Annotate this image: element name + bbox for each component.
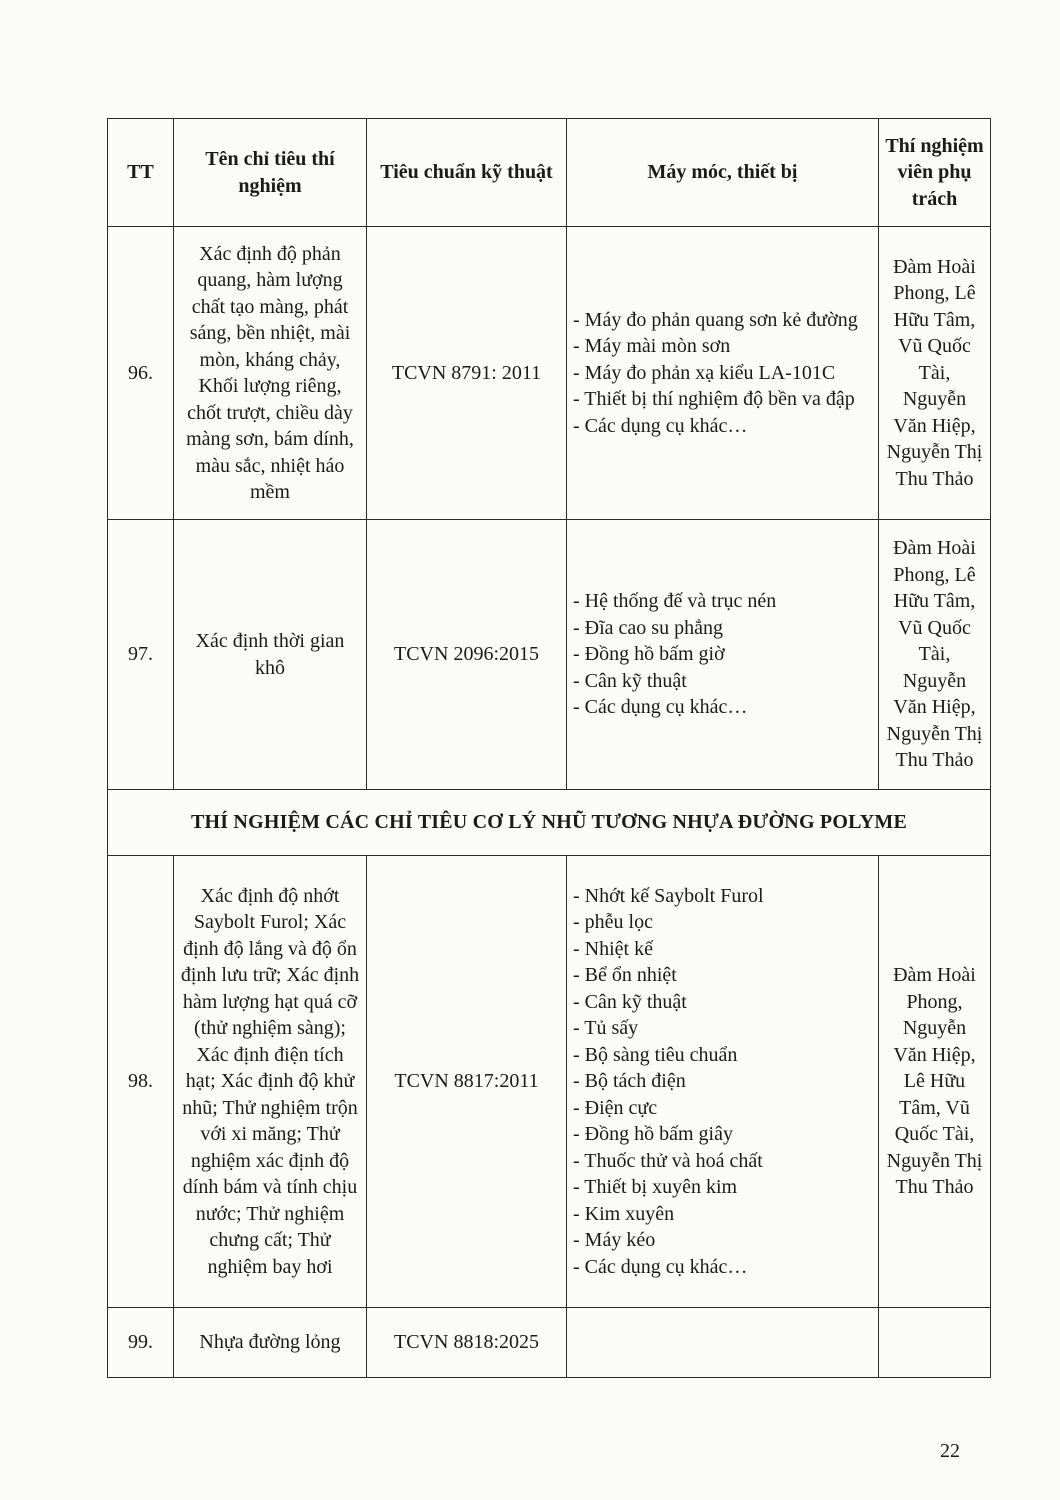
table-row — [108, 1308, 991, 1378]
equipment-item: - Các dụng cụ khác… — [573, 1255, 748, 1278]
equipment-item: - Bộ tách điện — [573, 1070, 686, 1093]
row-standard: TCVN 8817:2011 — [367, 856, 567, 1308]
equipment-item: - Bể ổn nhiệt — [573, 964, 677, 987]
equipment-item: - Các dụng cụ khác… — [573, 414, 748, 437]
row-name: Xác định thời gian khô — [174, 520, 367, 790]
equipment-item: - Đồng hồ bấm giây — [573, 1123, 733, 1146]
equipment-item: - Bộ sàng tiêu chuẩn — [573, 1043, 738, 1066]
table-row — [108, 520, 991, 790]
equipment-item: - phễu lọc — [573, 911, 653, 934]
row-staff: Đàm Hoài Phong, Lê Hữu Tâm, Vũ Quốc Tài, Nguyễn Văn Hiệp, Nguyễn Thị Thu Thảo — [879, 520, 991, 790]
row-standard: TCVN 2096:2015 — [367, 520, 567, 790]
table-row — [108, 856, 991, 1308]
row-name: Xác định độ phản quang, hàm lượng chất tạo màng, phát sáng, bền nhiệt, mài mòn, kháng chảy, Khối lượng riêng, chốt trượt, chiều dày màng sơn, bám dính, màu sắc, nhiệt háo mềm — [174, 227, 367, 520]
equipment-item: - Kim xuyên — [573, 1202, 675, 1225]
equipment-item: - Điện cực — [573, 1096, 658, 1119]
equipment-item: - Các dụng cụ khác… — [573, 696, 748, 719]
header-name: Tên chỉ tiêu thí nghiệm — [174, 119, 367, 227]
header-tt: TT — [108, 119, 174, 227]
equipment-table — [107, 118, 991, 1378]
row-staff — [879, 1308, 991, 1378]
row-tt: 99. — [108, 1308, 174, 1378]
equipment-item: - Hệ thống đế và trục nén — [573, 590, 777, 613]
equipment-item: - Thuốc thử và hoá chất — [573, 1149, 763, 1172]
header-equipment: Máy móc, thiết bị — [567, 119, 879, 227]
page-number: 22 — [940, 1440, 960, 1462]
row-equipment — [567, 520, 879, 790]
table-row — [108, 227, 991, 520]
equipment-item: - Máy kéo — [573, 1229, 656, 1252]
equipment-item: - Máy đo phản quang sơn kẻ đường — [573, 308, 858, 331]
row-name: Xác định độ nhớt Saybolt Furol; Xác định độ lắng và độ ổn định lưu trữ; Xác định hàm lượng hạt quá cỡ (thử nghiệm sàng); Xác định điện tích hạt; Xác định độ khử nhũ; Thử nghiệm trộn với xi măng; Thử nghiệm xác định độ dính bám và tính chịu nước; Thử nghiệm chưng cất; Thử nghiệm bay hơi — [174, 856, 367, 1308]
row-standard: TCVN 8818:2025 — [367, 1308, 567, 1378]
row-staff: Đàm Hoài Phong, Lê Hữu Tâm, Vũ Quốc Tài, Nguyễn Văn Hiệp, Nguyễn Thị Thu Thảo — [879, 227, 991, 520]
equipment-item: - Đĩa cao su phẳng — [573, 616, 723, 639]
equipment-item: - Thiết bị thí nghiệm độ bền va đập — [573, 388, 855, 411]
equipment-item: - Máy mài mòn sơn — [573, 335, 731, 358]
equipment-item: - Nhiệt kế — [573, 937, 653, 960]
equipment-item: - Cân kỹ thuật — [573, 669, 687, 692]
row-name: Nhựa đường lỏng — [174, 1308, 367, 1378]
equipment-item: - Thiết bị xuyên kim — [573, 1176, 738, 1199]
header-row — [108, 119, 991, 227]
row-tt: 98. — [108, 856, 174, 1308]
section-title: THÍ NGHIỆM CÁC CHỈ TIÊU CƠ LÝ NHŨ TƯƠNG NHỰA ĐƯỜNG POLYME — [108, 790, 991, 856]
row-tt: 96. — [108, 227, 174, 520]
section-title-row — [108, 790, 991, 856]
row-equipment — [567, 227, 879, 520]
header-standard: Tiêu chuẩn kỹ thuật — [367, 119, 567, 227]
row-equipment — [567, 856, 879, 1308]
header-staff: Thí nghiệm viên phụ trách — [879, 119, 991, 227]
equipment-item: - Đồng hồ bấm giờ — [573, 643, 725, 666]
equipment-item: - Cân kỹ thuật — [573, 990, 687, 1013]
equipment-item: - Máy đo phản xạ kiểu LA-101C — [573, 361, 836, 384]
equipment-item: - Tủ sấy — [573, 1017, 639, 1040]
row-equipment — [567, 1308, 879, 1378]
row-tt: 97. — [108, 520, 174, 790]
equipment-item: - Nhớt kế Saybolt Furol — [573, 884, 764, 907]
row-staff: Đàm Hoài Phong, Nguyễn Văn Hiệp, Lê Hữu Tâm, Vũ Quốc Tài, Nguyễn Thị Thu Thảo — [879, 856, 991, 1308]
row-standard: TCVN 8791: 2011 — [367, 227, 567, 520]
